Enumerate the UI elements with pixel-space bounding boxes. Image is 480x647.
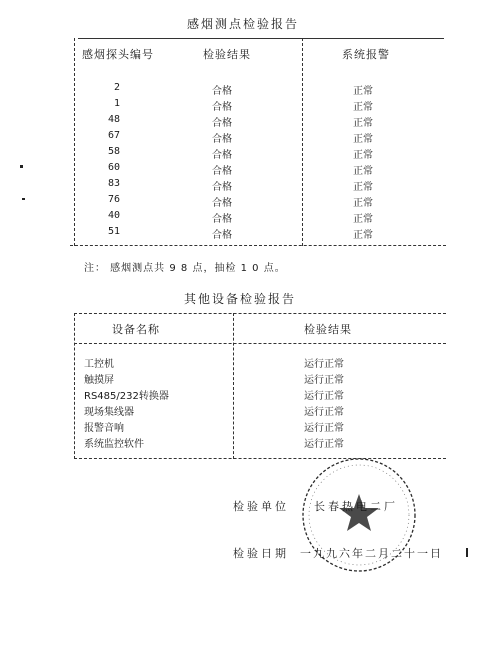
- equipment-report-title: 其他设备检验报告: [184, 292, 297, 306]
- inspection-result: 合格: [212, 118, 232, 129]
- inspection-date-value: 一九九六年二月二十一日: [300, 547, 443, 560]
- device-name: 触摸屏: [84, 375, 114, 386]
- alarm-status: 正常: [353, 134, 373, 145]
- alarm-status: 正常: [353, 102, 373, 113]
- device-name: 工控机: [84, 359, 114, 370]
- detector-id: 2: [113, 82, 120, 93]
- inspection-result: 合格: [212, 102, 232, 113]
- alarm-status: 正常: [353, 182, 373, 193]
- device-result: 运行正常: [304, 359, 344, 370]
- smoke-header-detector-id: 感烟探头编号: [82, 48, 154, 61]
- device-name: RS485/232转换器: [84, 391, 169, 402]
- smoke-report-title: 感烟测点检验报告: [187, 17, 300, 31]
- inspection-result: 合格: [212, 198, 232, 209]
- device-result: 运行正常: [304, 407, 344, 418]
- inspection-result: 合格: [212, 182, 232, 193]
- smoke-header-inspection-result: 检验结果: [203, 48, 251, 61]
- inspection-result: 合格: [212, 150, 232, 161]
- inspection-result: 合格: [212, 86, 232, 97]
- scan-speck: [466, 548, 468, 557]
- inspection-date-label: 检验日期: [233, 547, 289, 560]
- equipment-header-device-name: 设备名称: [112, 323, 160, 336]
- inspection-result: 合格: [212, 214, 232, 225]
- alarm-status: 正常: [353, 230, 373, 241]
- equipment-table-divider-rule: [233, 313, 234, 459]
- inspection-result: 合格: [212, 134, 232, 145]
- detector-id: 58: [107, 146, 120, 157]
- smoke-table-divider-rule: [302, 38, 303, 246]
- scan-speck: [22, 198, 25, 200]
- equipment-table-header-rule: [74, 343, 446, 344]
- smoke-header-system-alarm: 系统报警: [342, 48, 390, 61]
- smoke-table-left-rule: [74, 38, 75, 246]
- smoke-table-bottom-rule: [70, 245, 446, 246]
- equipment-table-left-rule: [74, 313, 75, 459]
- scan-speck: [20, 165, 23, 168]
- inspection-unit-label: 检验单位: [233, 500, 289, 513]
- inspection-result: 合格: [212, 230, 232, 241]
- alarm-status: 正常: [353, 198, 373, 209]
- detector-id: 1: [113, 98, 120, 109]
- inspection-unit-value: 长春热电二厂: [314, 500, 398, 513]
- sampling-note: 注： 感烟测点共 9 8 点，抽检 1 0 点。: [84, 263, 286, 274]
- detector-id: 67: [107, 130, 120, 141]
- detector-id: 83: [107, 178, 120, 189]
- device-name: 报警音响: [84, 423, 124, 434]
- alarm-status: 正常: [353, 86, 373, 97]
- detector-id: 76: [107, 194, 120, 205]
- device-result: 运行正常: [304, 439, 344, 450]
- alarm-status: 正常: [353, 214, 373, 225]
- smoke-table-top-rule: [78, 38, 444, 39]
- equipment-header-inspection-result: 检验结果: [304, 323, 352, 336]
- detector-id: 40: [107, 210, 120, 221]
- alarm-status: 正常: [353, 166, 373, 177]
- detector-id: 48: [107, 114, 120, 125]
- detector-id: 60: [107, 162, 120, 173]
- device-name: 现场集线器: [84, 407, 134, 418]
- detector-id: 51: [107, 226, 120, 237]
- device-result: 运行正常: [304, 391, 344, 402]
- device-result: 运行正常: [304, 423, 344, 434]
- device-result: 运行正常: [304, 375, 344, 386]
- device-name: 系统监控软件: [84, 439, 144, 450]
- alarm-status: 正常: [353, 150, 373, 161]
- equipment-table-top-rule: [74, 313, 446, 314]
- alarm-status: 正常: [353, 118, 373, 129]
- inspection-result: 合格: [212, 166, 232, 177]
